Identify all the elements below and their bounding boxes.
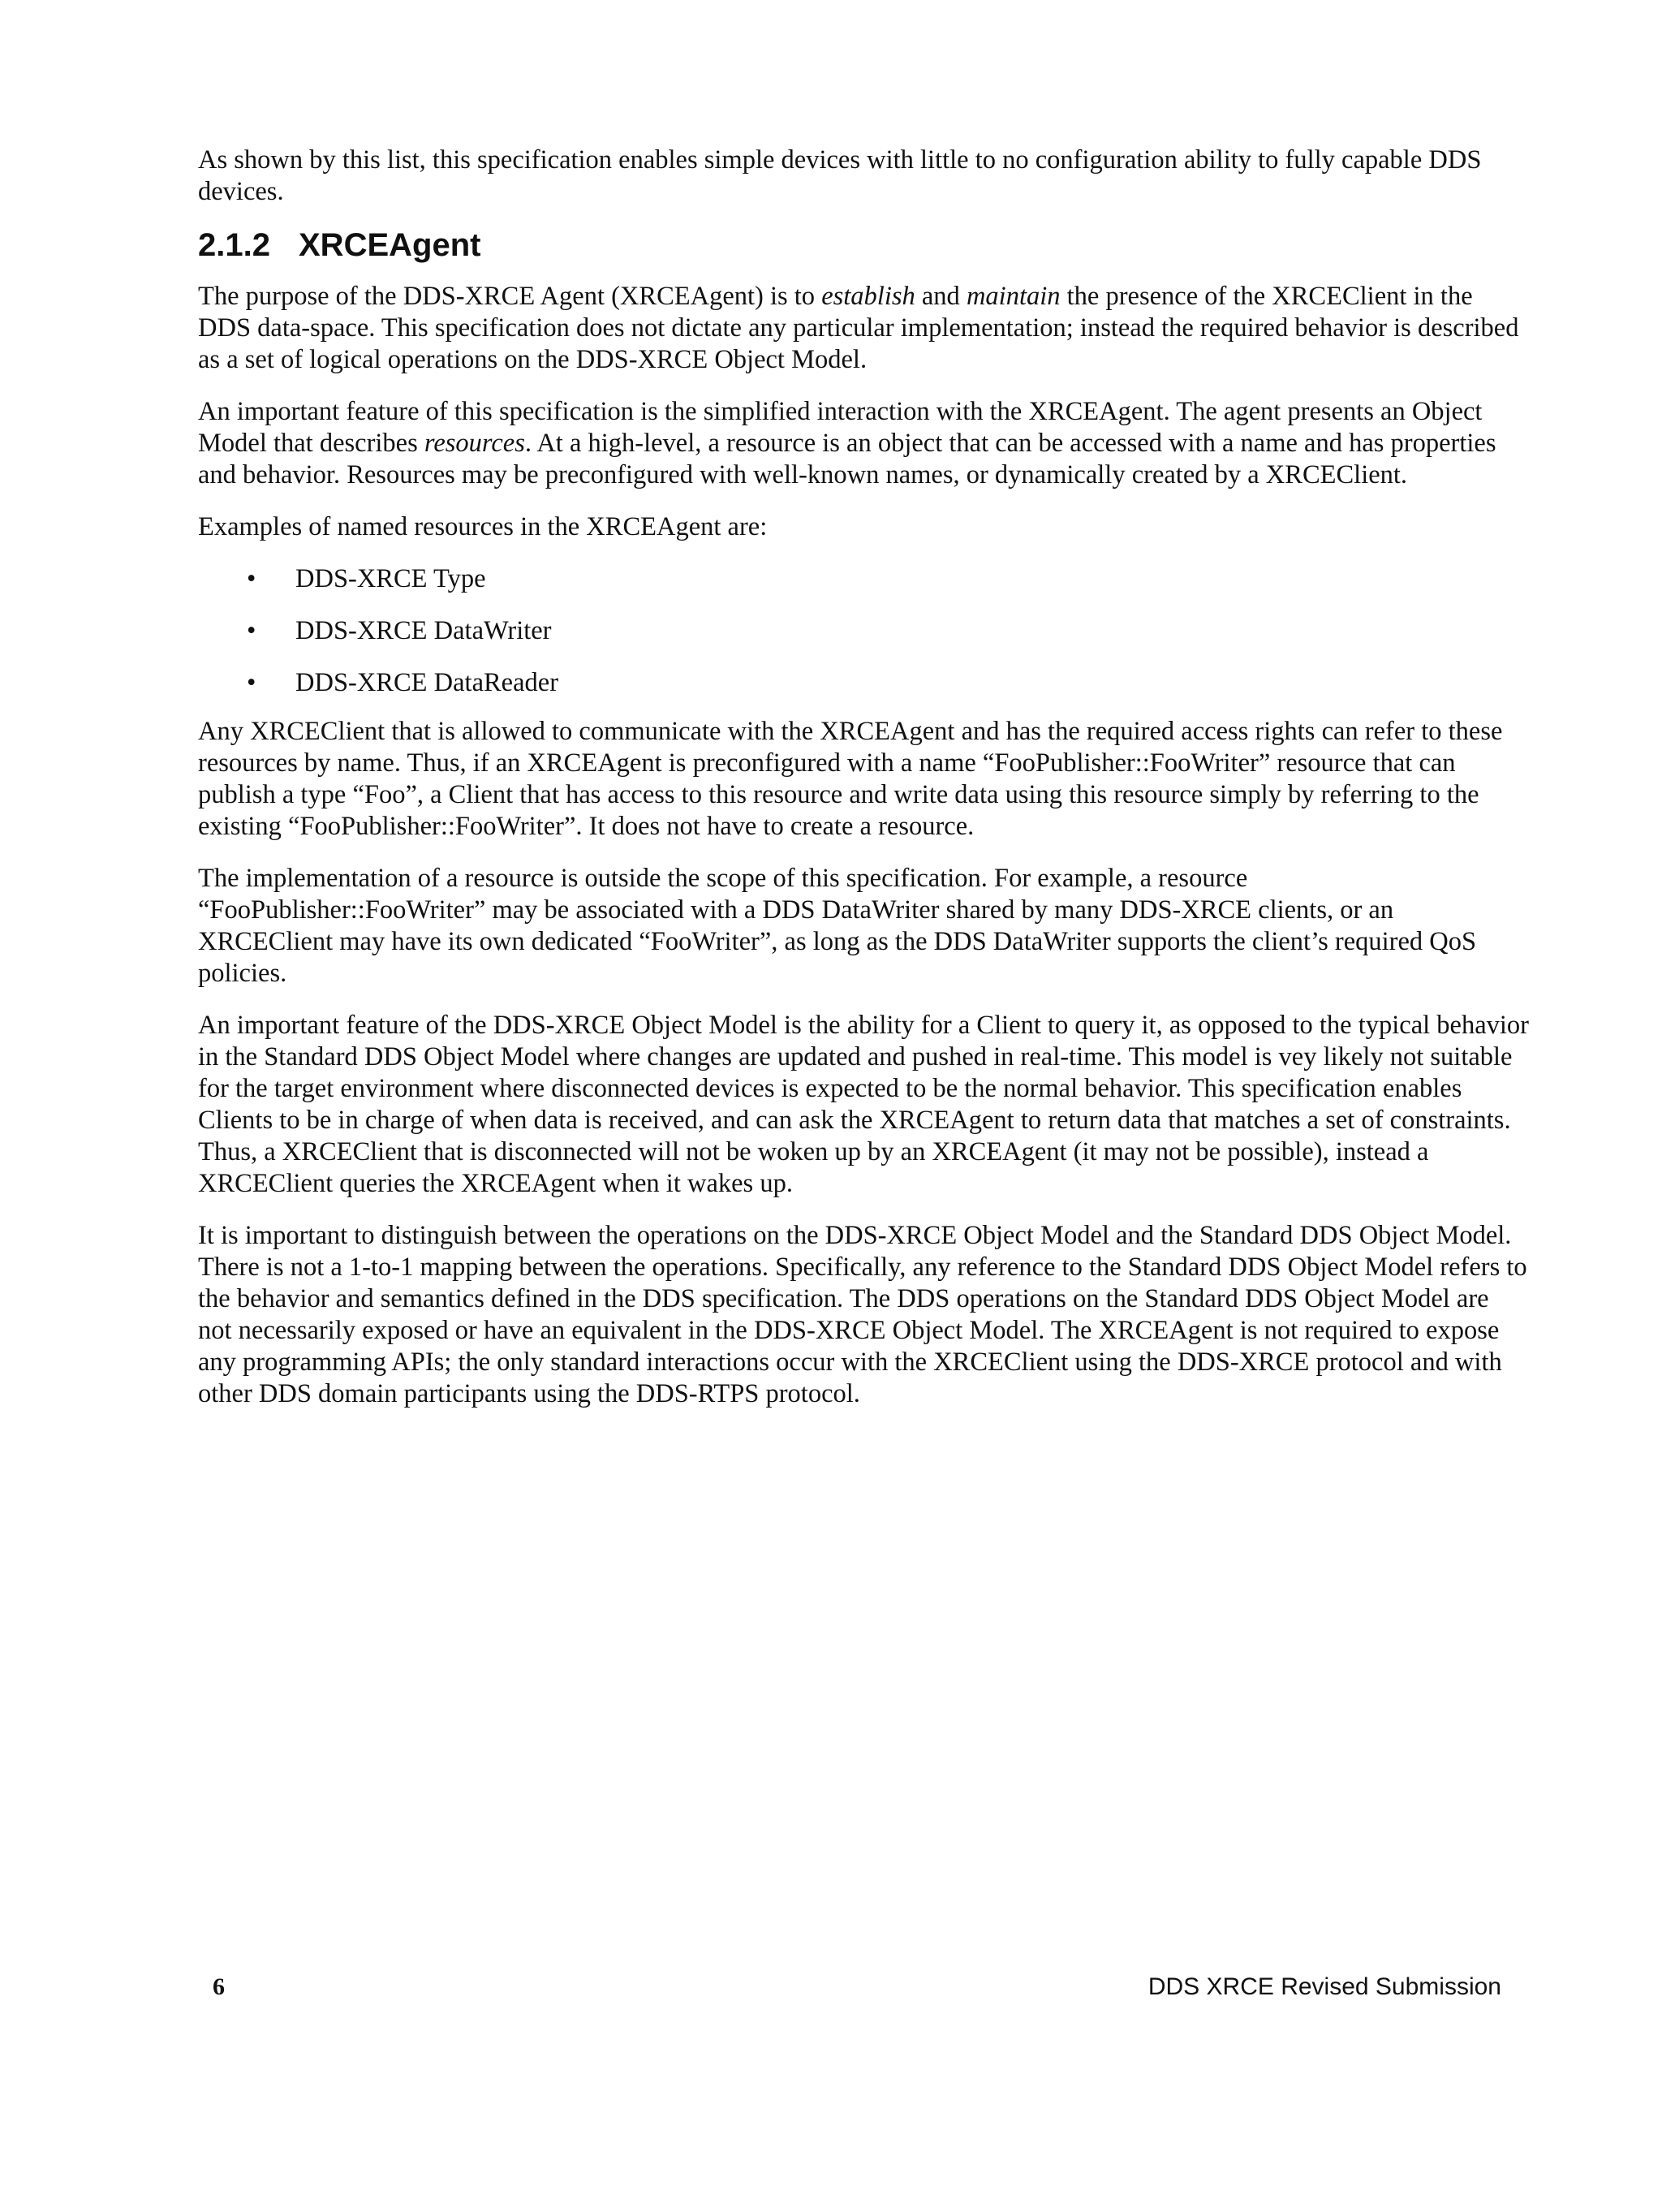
section-number: 2.1.2 xyxy=(198,227,270,263)
list-item xyxy=(198,563,1529,595)
intro-paragraph: As shown by this list, this specification enables simple devices with little to no configuration ability to fully capable DDS devices. xyxy=(198,145,1482,206)
emphasis-establish: establish xyxy=(821,282,915,311)
query-paragraph: An important feature of the DDS-XRCE Object Model is the ability for a Client to query it, as opposed to the typical behavior in the Standard DDS Object Model where changes are updated and pushed in real-time. This model is vey likely not suitable for the target environment where disconnected devices is expected to be the normal behavior. This specification enables Clients to be in charge of when data is received, and can ask the XRCEAgent to return data that matches a set of constraints. Thus, a XRCEClient that is disconnected will not be woken up by an XRCEAgent (it may not be possible), instead a XRCEClient queries the XRCEAgent when it wakes up. xyxy=(198,1011,1529,1198)
section-heading xyxy=(198,226,1529,265)
bullet-icon: • xyxy=(247,668,256,697)
access-paragraph: Any XRCEClient that is allowed to communicate with the XRCEAgent and has the required access rights can refer to these resources by name. Thus, if an XRCEAgent is preconfigured with a name “FooPublisher::FooWriter” resource that can publish a type “Foo”, a Client that has access to this resource and write data using this resource simply by referring to the existing “FooPublisher::FooWriter”. It does not have to create a resource. xyxy=(198,717,1503,841)
footer-document-title: DDS XRCE Revised Submission xyxy=(1147,1973,1501,2000)
operations-paragraph: It is important to distinguish between the operations on the DDS-XRCE Object Model and the Standard DDS Object Model. There is not a 1-to-1 mapping between the operations. Specifically, any reference to the Standard DDS Object Model refers to the behavior and semantics defined in the DDS specification. The DDS operations on the Standard DDS Object Model are not necessarily exposed or have an equivalent in the DDS-XRCE Object Model. The XRCEAgent is not required to expose any programming APIs; the only standard interactions occur with the XRCEClient using the DDS-XRCE protocol and with other DDS domain participants using the DDS-RTPS protocol. xyxy=(198,1221,1527,1408)
purpose-text-mid: and xyxy=(915,282,967,311)
page-number: 6 xyxy=(213,1973,225,2000)
page-footer xyxy=(198,1971,1501,2007)
list-item xyxy=(198,667,1529,699)
bullet-icon: • xyxy=(247,616,256,645)
list-item-text: DDS-XRCE DataReader xyxy=(295,668,559,697)
page-body xyxy=(198,144,1529,1430)
emphasis-resources: resources xyxy=(424,429,525,458)
object-model-text-start: An important feature of this specification is the simplified interaction with the XRCEAgent. The agent presents an Object Model that describes xyxy=(198,397,1483,458)
emphasis-maintain: maintain xyxy=(966,282,1061,311)
list-item xyxy=(198,615,1529,647)
implementation-paragraph: The implementation of a resource is outside the scope of this specification. For example, a resource “FooPublisher::FooWriter” may be associated with a DDS DataWriter shared by many DDS-XRCE clients, or an XRCEClient may have its own dedicated “FooWriter”, as long as the DDS DataWriter supports the client’s required QoS policies. xyxy=(198,864,1477,988)
purpose-text-end: the presence of the XRCEClient in the DDS data-space. This specification does not dictate any particular implementation; instead the required behavior is described as a set of logical operations on the DDS-XRCE Object Model. xyxy=(198,282,1519,374)
section-title: XRCEAgent xyxy=(299,227,481,263)
object-model-text-end: . At a high-level, a resource is an object that can be accessed with a name and has properties and behavior. Resources may be preconfigured with well-known names, or dynamically created by a XRCEClient. xyxy=(198,429,1496,489)
object-model-paragraph xyxy=(198,396,1529,491)
examples-intro-paragraph: Examples of named resources in the XRCEAgent are: xyxy=(198,512,768,541)
purpose-paragraph xyxy=(198,281,1529,376)
resource-examples-list xyxy=(198,563,1529,699)
purpose-text-start: The purpose of the DDS-XRCE Agent (XRCEAgent) is to xyxy=(198,282,822,311)
bullet-icon: • xyxy=(247,564,256,593)
list-item-text: DDS-XRCE Type xyxy=(295,564,486,593)
list-item-text: DDS-XRCE DataWriter xyxy=(295,616,552,645)
